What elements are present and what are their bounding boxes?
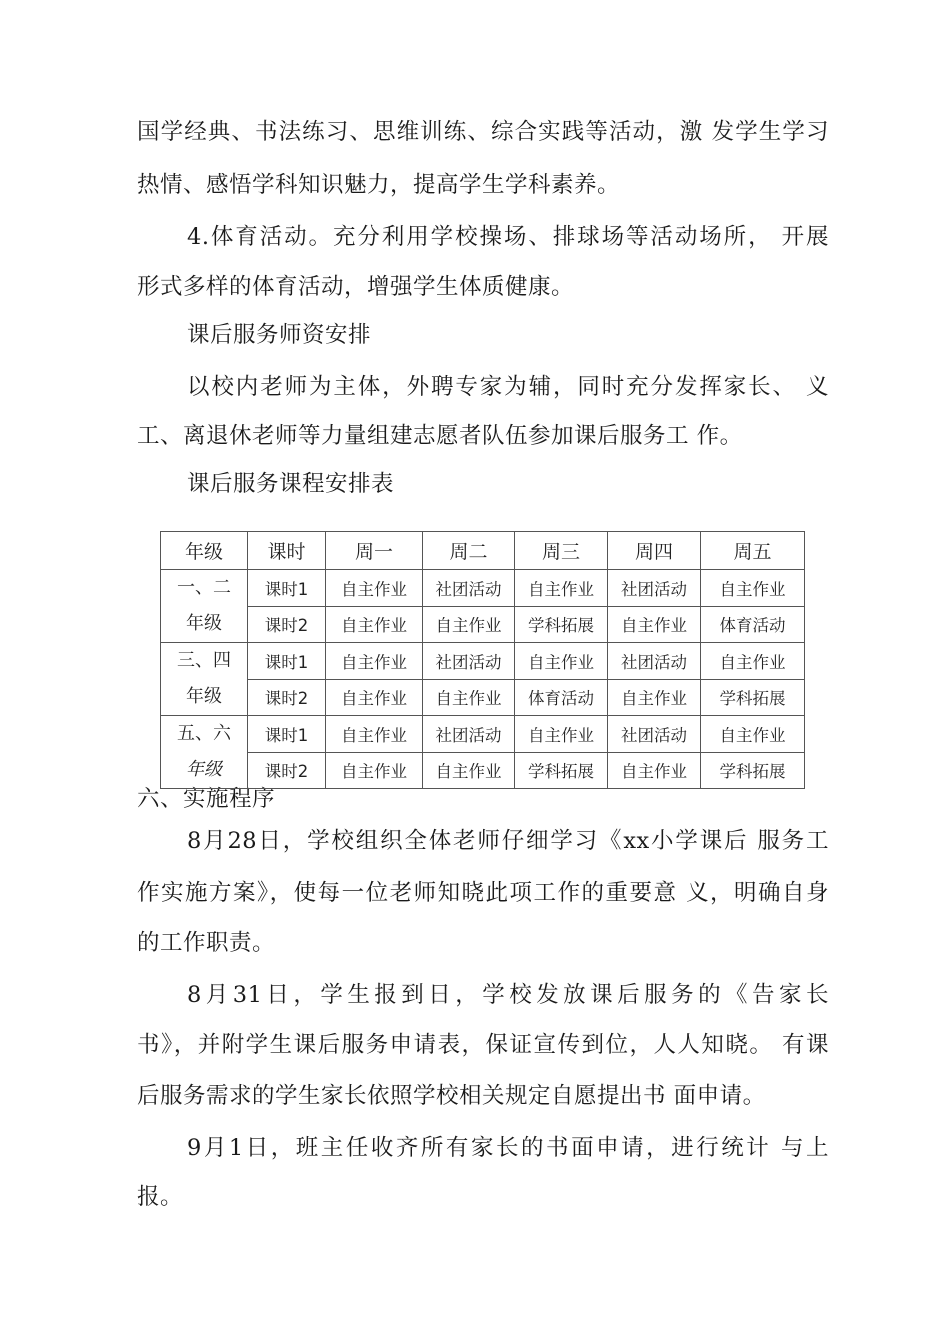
grade-label: 年级 — [186, 759, 222, 780]
text-line: 课后服务师资安排 — [187, 322, 372, 348]
table-row — [161, 752, 805, 789]
grade-cell — [161, 643, 248, 716]
activity-cell: 社团活动 — [423, 643, 515, 680]
grade-label: 一、二 — [177, 577, 231, 598]
table-row — [161, 643, 805, 680]
period-cell: 课时1 — [248, 716, 326, 753]
activity-cell: 自主作业 — [423, 606, 515, 643]
grade-label: 年级 — [186, 613, 222, 634]
activity-cell: 自主作业 — [701, 716, 805, 753]
table-header-row — [161, 532, 805, 570]
period-cell: 课时2 — [248, 679, 326, 716]
text-line: 作实施方案》，使每一位老师知晓此项工作的重要意 义，明确自身 — [137, 880, 829, 906]
text-line: 工、离退休老师等力量组建志愿者队伍参加课后服务工 作。 — [137, 423, 743, 449]
text-line: 形式多样的体育活动，增强学生体质健康。 — [137, 274, 575, 300]
activity-cell: 自主作业 — [326, 643, 423, 680]
activity-cell: 自主作业 — [608, 679, 701, 716]
after-school-schedule-table — [160, 531, 805, 789]
activity-cell: 社团活动 — [423, 716, 515, 753]
activity-cell: 社团活动 — [608, 643, 701, 680]
activity-cell: 自主作业 — [701, 643, 805, 680]
period-cell: 课时2 — [248, 752, 326, 789]
activity-cell: 社团活动 — [608, 570, 701, 607]
text-line: 的工作职责。 — [137, 930, 276, 956]
header-friday: 周五 — [701, 532, 805, 570]
text-line: 国学经典、书法练习、思维训练、综合实践等活动，激 发学生学习 — [137, 119, 829, 145]
table-row — [161, 716, 805, 753]
grade-label: 五、六 — [177, 723, 231, 744]
activity-cell: 自主作业 — [515, 643, 608, 680]
text-line: 报。 — [137, 1184, 184, 1210]
header-grade: 年级 — [161, 532, 248, 570]
activity-cell: 学科拓展 — [701, 679, 805, 716]
header-monday: 周一 — [326, 532, 423, 570]
text-line: 以校内老师为主体，外聘专家为辅，同时充分发挥家长、 义 — [187, 374, 829, 400]
activity-cell: 学科拓展 — [515, 606, 608, 643]
activity-cell: 自主作业 — [326, 752, 423, 789]
table-row — [161, 679, 805, 716]
activity-cell: 自主作业 — [515, 570, 608, 607]
activity-cell: 自主作业 — [326, 570, 423, 607]
grade-cell — [161, 570, 248, 643]
text-line: 课后服务课程安排表 — [187, 471, 395, 497]
header-wednesday: 周三 — [515, 532, 608, 570]
grade-cell — [161, 716, 248, 789]
table-row — [161, 606, 805, 643]
text-line: 后服务需求的学生家长依照学校相关规定自愿提出书 面申请。 — [137, 1083, 766, 1109]
table-row — [161, 570, 805, 607]
period-cell: 课时1 — [248, 570, 326, 607]
activity-cell: 社团活动 — [423, 570, 515, 607]
text-line: 8月28日，学校组织全体老师仔细学习《xx小学课后 服务工 — [187, 828, 829, 854]
header-tuesday: 周二 — [423, 532, 515, 570]
period-cell: 课时1 — [248, 643, 326, 680]
activity-cell: 自主作业 — [326, 679, 423, 716]
activity-cell: 自主作业 — [423, 752, 515, 789]
period-cell: 课时2 — [248, 606, 326, 643]
activity-cell: 自主作业 — [515, 716, 608, 753]
activity-cell: 体育活动 — [701, 606, 805, 643]
activity-cell: 自主作业 — [608, 606, 701, 643]
header-period: 课时 — [248, 532, 326, 570]
text-line: 热情、感悟学科知识魅力，提高学生学科素养。 — [137, 172, 621, 198]
activity-cell: 社团活动 — [608, 716, 701, 753]
header-thursday: 周四 — [608, 532, 701, 570]
text-line: 9月1日，班主任收齐所有家长的书面申请，进行统计 与上 — [187, 1135, 829, 1161]
activity-cell: 学科拓展 — [515, 752, 608, 789]
text-line: 书》，并附学生课后服务申请表，保证宣传到位，人人知晓。 有课 — [137, 1032, 829, 1058]
text-line: 8月31日，学生报到日，学校发放课后服务的《告家长 — [187, 982, 829, 1008]
text-line: 六、实施程序 — [137, 786, 276, 812]
activity-cell: 体育活动 — [515, 679, 608, 716]
activity-cell: 自主作业 — [701, 570, 805, 607]
grade-label: 年级 — [186, 686, 222, 707]
activity-cell: 学科拓展 — [701, 752, 805, 789]
activity-cell: 自主作业 — [608, 752, 701, 789]
text-line: 4.体育活动。充分利用学校操场、排球场等活动场所， 开展 — [187, 224, 829, 250]
activity-cell: 自主作业 — [423, 679, 515, 716]
activity-cell: 自主作业 — [326, 606, 423, 643]
grade-label: 三、四 — [177, 650, 231, 671]
activity-cell: 自主作业 — [326, 716, 423, 753]
